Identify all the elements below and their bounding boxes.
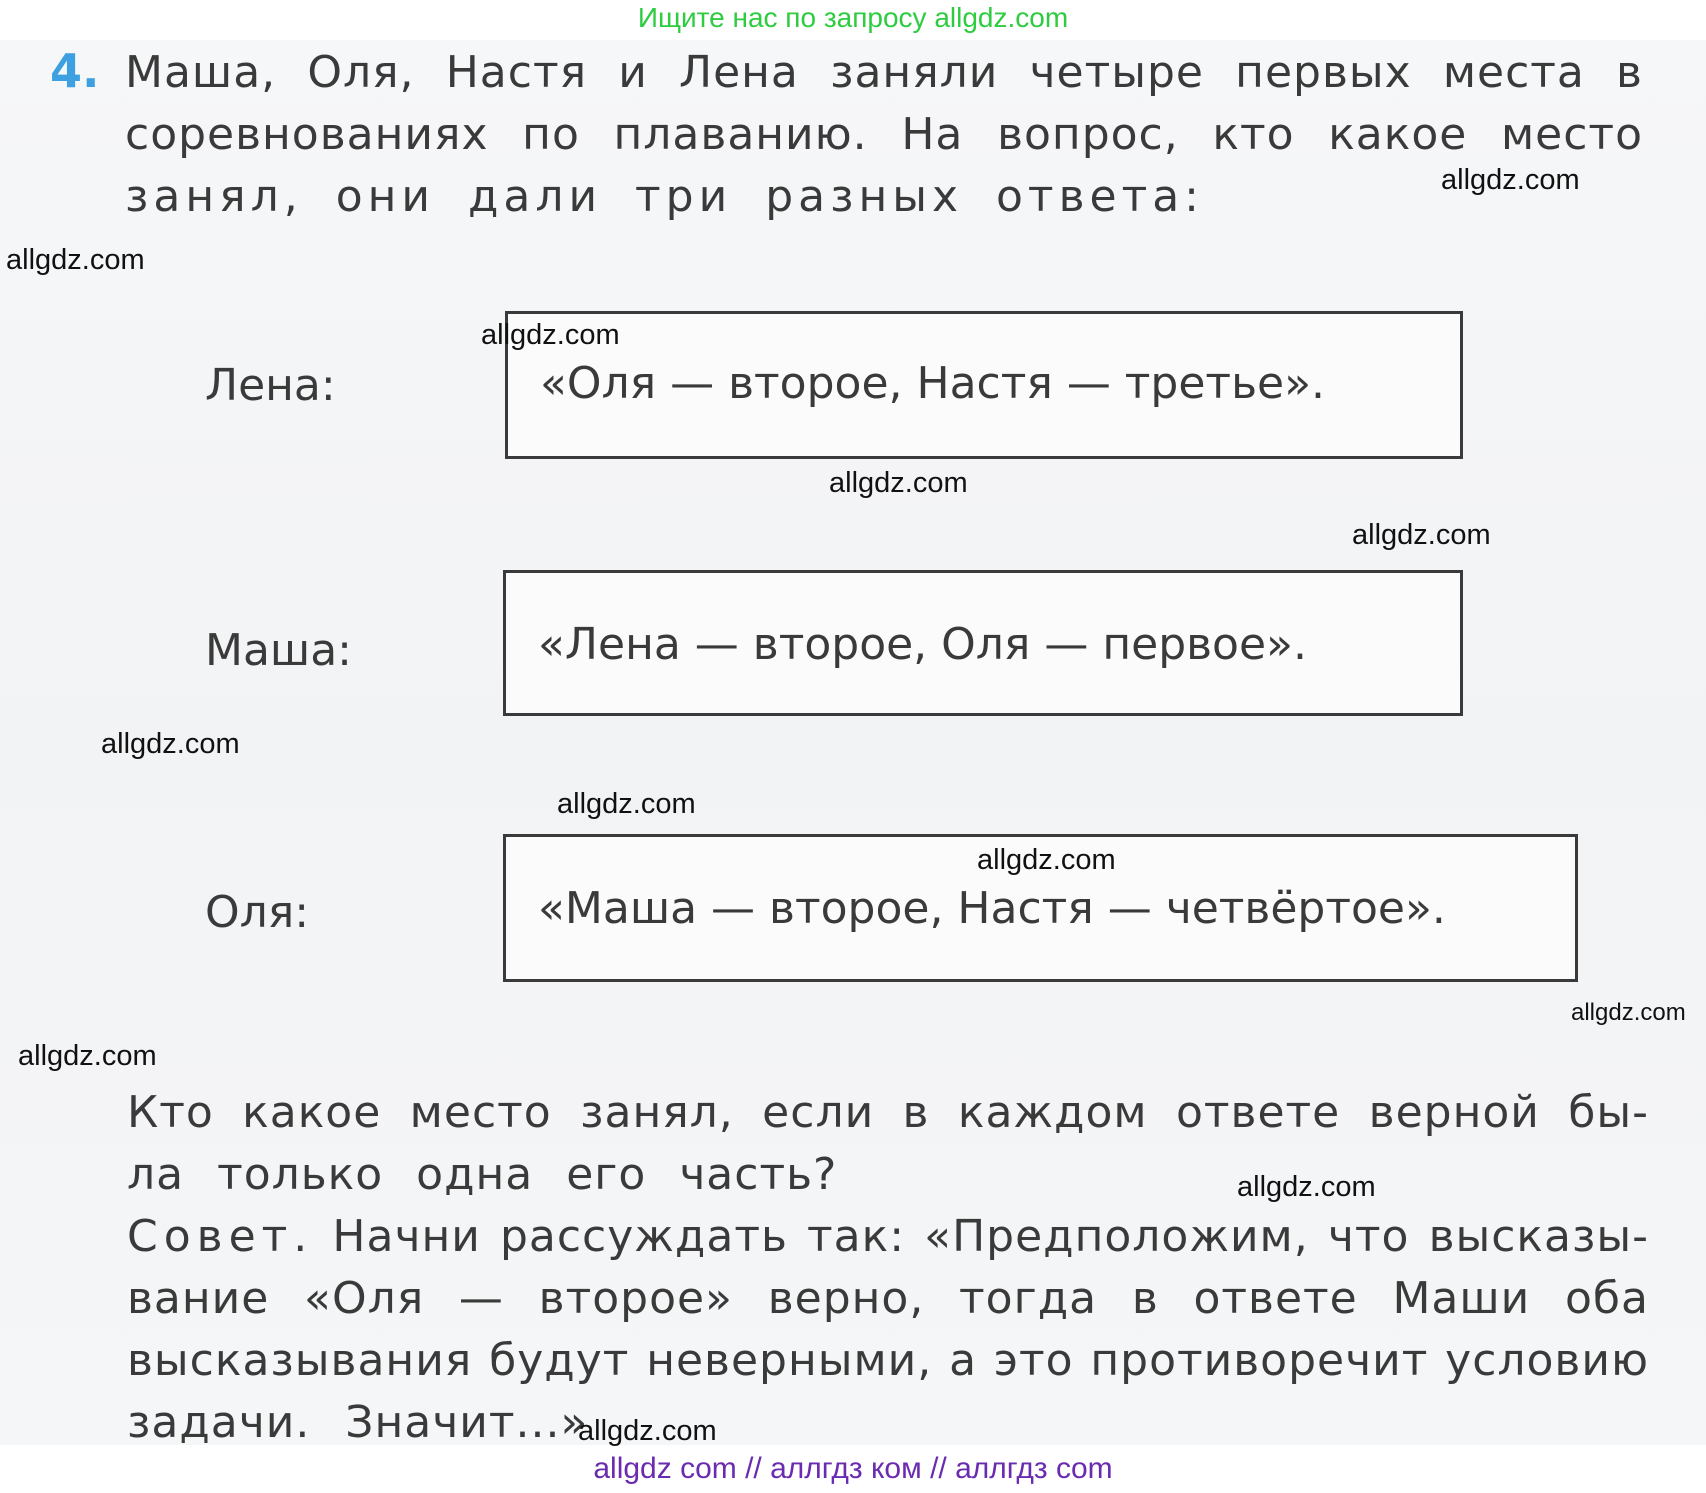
watermark: allgdz.com [18, 1040, 157, 1072]
answer-box-lena [505, 311, 1463, 459]
hint-block [127, 1206, 1649, 1454]
speaker-olya: Оля: [205, 887, 310, 938]
question-line: Кто какое место занял, если в каждом ответе верной бы- [127, 1087, 1649, 1138]
watermark: allgdz.com [481, 319, 620, 351]
watermark: allgdz.com [829, 467, 968, 499]
hint-line-first [127, 1206, 1649, 1268]
speaker-lena: Лена: [205, 360, 336, 411]
watermark: allgdz.com [1237, 1171, 1376, 1203]
intro-line: занял, они дали три разных ответа: [125, 171, 1204, 222]
bottom-links-banner[interactable]: allgdz com // аллгдз ком // аллгдз com [593, 1452, 1113, 1485]
watermark: allgdz.com [578, 1415, 717, 1447]
answer-statement: «Оля — второе, Настя — третье». [540, 358, 1325, 409]
watermark: allgdz.com [6, 244, 145, 276]
answer-statement: «Маша — второе, Настя — четвёртое». [538, 883, 1446, 934]
hint-line: высказывания будут неверными, а это противоречит условию [127, 1335, 1649, 1386]
answer-box-masha [503, 570, 1463, 716]
top-search-banner[interactable]: Ищите нас по запросу allgdz.com [637, 2, 1069, 33]
watermark: allgdz.com [557, 788, 696, 820]
answer-statement: «Лена — второе, Оля — первое». [538, 619, 1307, 670]
watermark: allgdz.com [1352, 519, 1491, 551]
watermark: allgdz.com [977, 844, 1116, 876]
watermark: allgdz.com [1571, 999, 1686, 1026]
watermark: allgdz.com [101, 728, 240, 760]
speaker-masha: Маша: [205, 625, 352, 676]
hint-label: Совет. [127, 1211, 314, 1262]
question-line: ла только одна его часть? [127, 1149, 838, 1200]
intro-line: Маша, Оля, Настя и Лена заняли четыре первых места в [125, 47, 1643, 98]
hint-line: задачи. Значит...» [127, 1397, 589, 1448]
task-number: 4. [50, 44, 100, 98]
hint-text: Начни рассуждать так: «Предположим, что высказы- [332, 1211, 1649, 1262]
watermark: allgdz.com [1441, 164, 1580, 196]
intro-line: соревнованиях по плаванию. На вопрос, кто какое место [125, 109, 1643, 160]
task-intro [125, 42, 1643, 228]
task-question [127, 1082, 1649, 1206]
hint-line: вание «Оля — второе» верно, тогда в ответе Маши оба [127, 1273, 1649, 1324]
